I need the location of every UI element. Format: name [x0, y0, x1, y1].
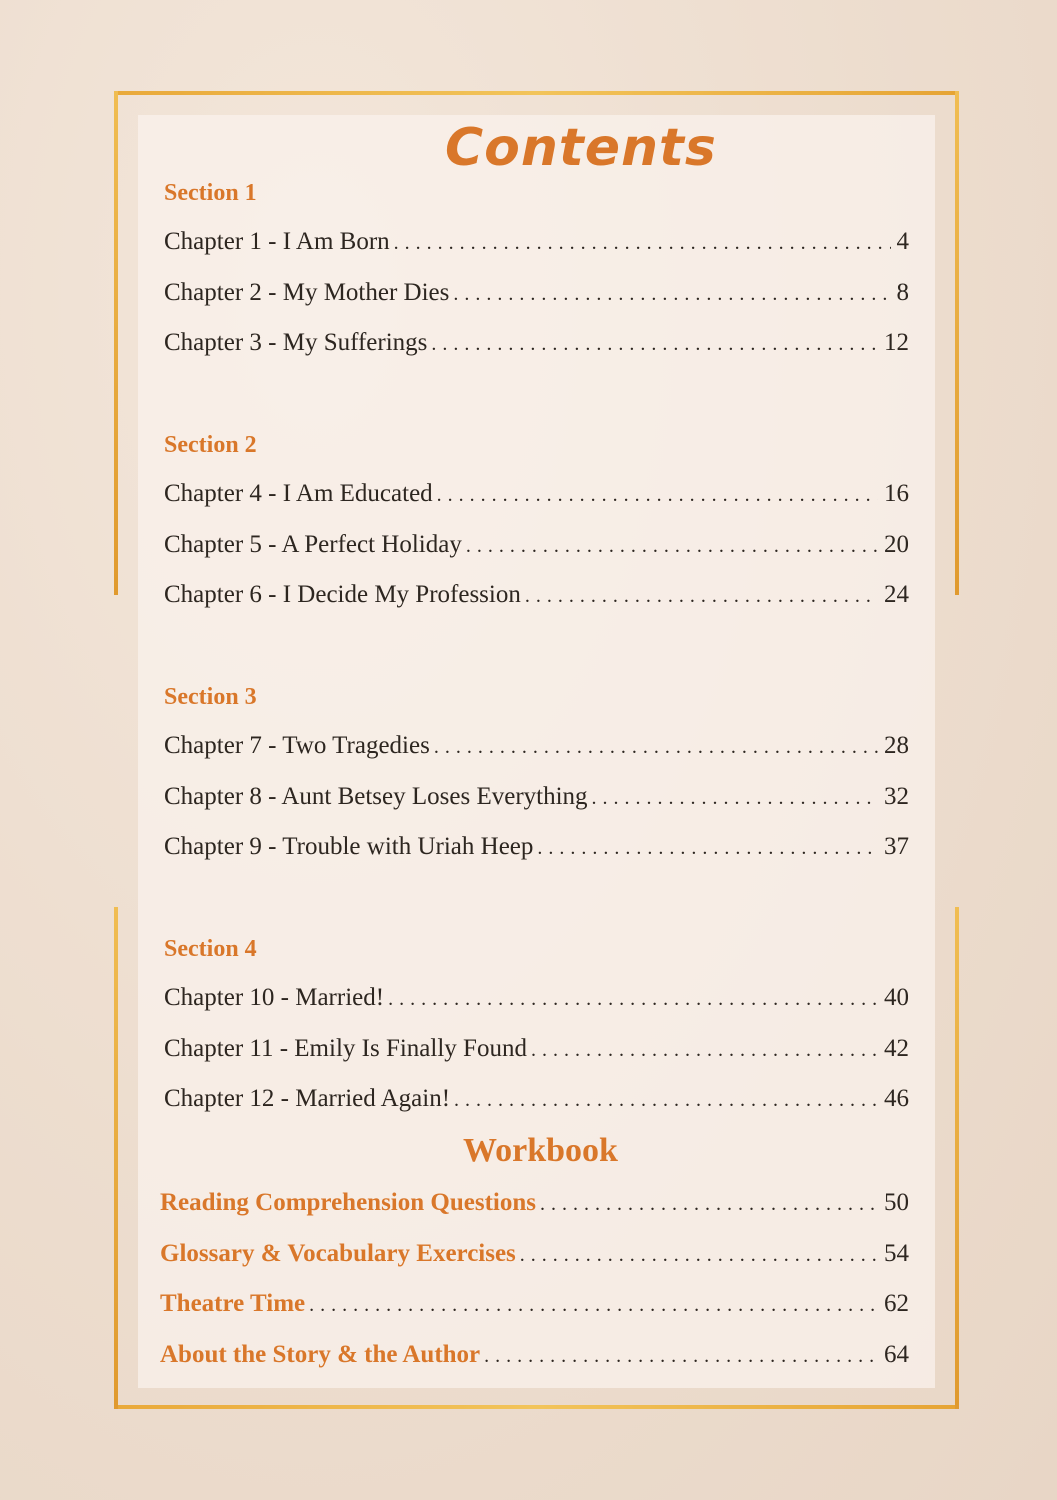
dot-leader — [466, 535, 878, 558]
toc-entry[interactable] — [164, 531, 909, 565]
entry-title: Glossary & Vocabulary Exercises — [160, 1239, 516, 1267]
dot-leader — [453, 283, 890, 306]
entry-title: Chapter 12 - Married Again! — [164, 1085, 451, 1112]
entry-title: Chapter 4 - I Am Educated — [164, 480, 433, 507]
dot-leader — [431, 333, 878, 356]
toc-entry[interactable] — [164, 1085, 909, 1119]
page-number: 40 — [884, 984, 909, 1011]
entry-title: Chapter 6 - I Decide My Profession — [164, 581, 521, 608]
dot-leader — [520, 1244, 878, 1267]
entry-title: Theatre Time — [160, 1290, 306, 1317]
dot-leader — [537, 837, 878, 860]
toc-entry[interactable] — [164, 833, 909, 867]
dot-leader — [454, 1089, 878, 1112]
entry-title: Chapter 11 - Emily Is Finally Found — [164, 1034, 527, 1062]
dot-leader — [525, 585, 878, 608]
toc-entry[interactable] — [160, 1240, 909, 1274]
toc-entry[interactable] — [164, 1035, 909, 1069]
page-number: 62 — [884, 1290, 909, 1317]
toc-entry[interactable] — [164, 984, 909, 1018]
entry-title: Chapter 3 - My Sufferings — [164, 329, 428, 356]
page-number: 42 — [884, 1034, 909, 1062]
entry-title: Chapter 1 - I Am Born — [164, 228, 390, 255]
page-number: 37 — [884, 833, 909, 860]
dot-leader — [531, 1039, 878, 1062]
entry-title: Chapter 2 - My Mother Dies — [164, 278, 450, 306]
dot-leader — [309, 1294, 878, 1317]
toc-entry[interactable] — [164, 329, 909, 363]
toc-entry[interactable] — [160, 1290, 909, 1324]
entry-title: Chapter 8 - Aunt Betsey Loses Everything — [164, 782, 588, 810]
entry-title: Reading Comprehension Questions — [160, 1189, 536, 1216]
page-number: 8 — [896, 278, 909, 306]
dot-leader — [540, 1193, 878, 1216]
toc-entry[interactable] — [160, 1341, 909, 1375]
dot-leader — [394, 232, 891, 255]
entry-title: Chapter 10 - Married! — [164, 984, 385, 1011]
page-number: 32 — [884, 782, 909, 810]
section-heading: Section 4 — [164, 936, 257, 962]
dot-leader — [484, 1345, 878, 1368]
toc-entry[interactable] — [164, 581, 909, 615]
page-number: 16 — [884, 480, 909, 507]
toc-entry[interactable] — [164, 783, 909, 817]
entry-title: About the Story & the Author — [160, 1340, 481, 1368]
workbook-heading: Workbook — [463, 1132, 618, 1169]
section-heading: Section 1 — [164, 180, 257, 206]
section-heading: Section 3 — [164, 684, 257, 710]
page-number: 4 — [896, 228, 909, 255]
entry-title: Chapter 7 - Two Tragedies — [164, 732, 430, 759]
section-heading: Section 2 — [164, 432, 257, 458]
dot-leader — [434, 736, 878, 759]
toc-entry[interactable] — [164, 480, 909, 514]
entry-title: Chapter 5 - A Perfect Holiday — [164, 530, 462, 558]
page-number: 24 — [884, 581, 909, 608]
page-number: 54 — [884, 1239, 909, 1267]
entry-title: Chapter 9 - Trouble with Uriah Heep — [164, 833, 534, 860]
page-number: 20 — [884, 530, 909, 558]
page-number: 28 — [884, 732, 909, 759]
page-number: 46 — [884, 1085, 909, 1112]
toc-entry[interactable] — [164, 732, 909, 766]
page-number: 50 — [884, 1189, 909, 1216]
toc-entry[interactable] — [164, 228, 909, 262]
page-number: 12 — [884, 329, 909, 356]
dot-leader — [592, 787, 878, 810]
toc-entry[interactable] — [160, 1189, 909, 1223]
dot-leader — [388, 988, 878, 1011]
page-number: 64 — [884, 1340, 909, 1368]
page-title: Contents — [445, 118, 717, 178]
dot-leader — [437, 484, 878, 507]
toc-entry[interactable] — [164, 279, 909, 313]
